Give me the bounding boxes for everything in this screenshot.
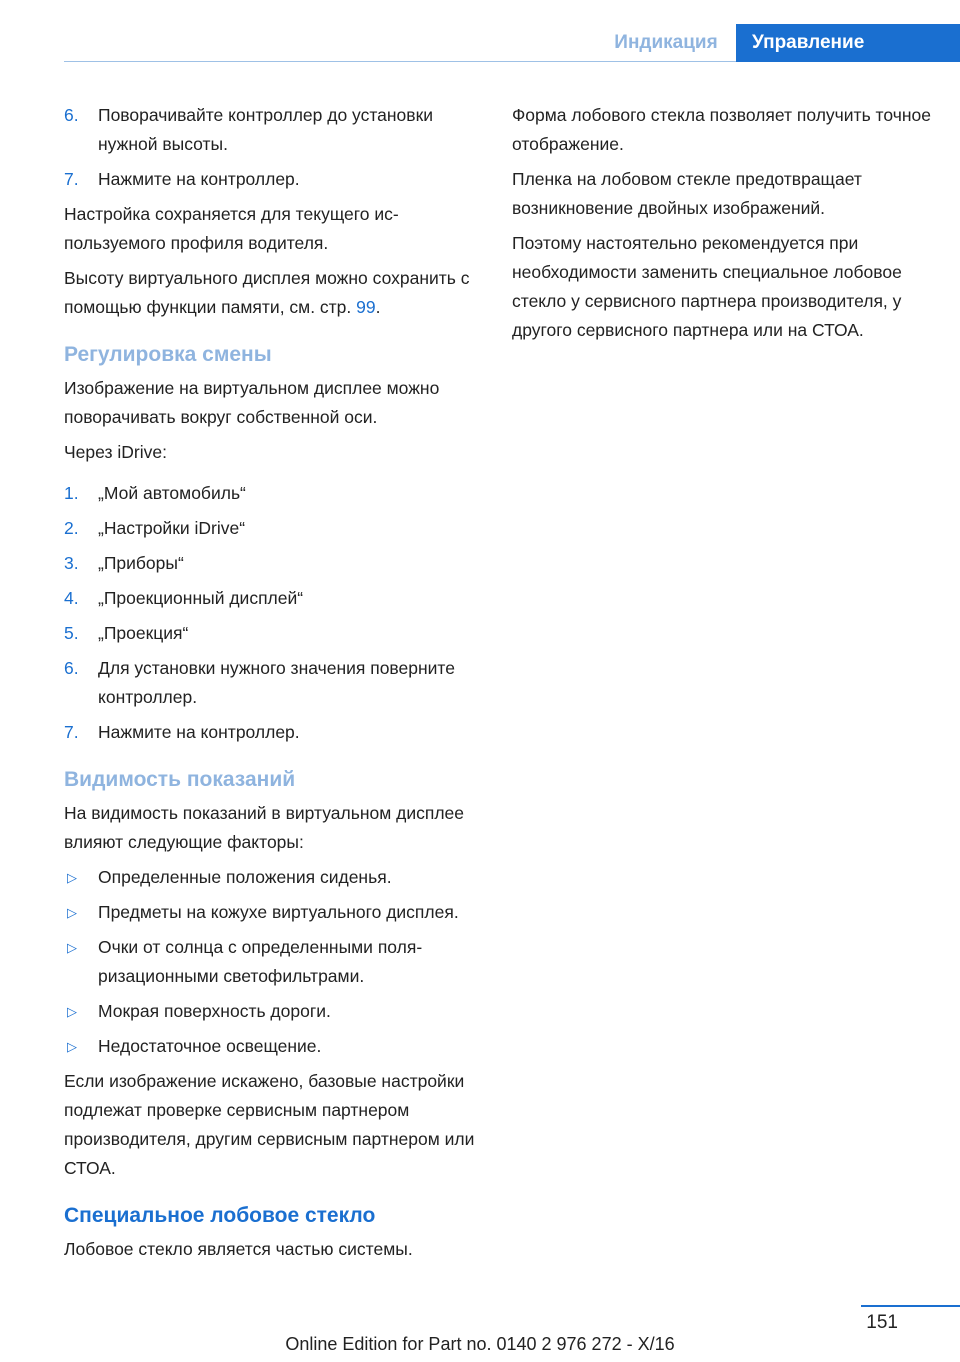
triangle-bullet-icon: ▷ (67, 940, 77, 955)
paragraph-text: Высоту виртуального дисплея можно сохранить с помощью функции памяти, см. стр. (64, 268, 470, 317)
list-text: „Проекция“ (98, 623, 189, 643)
list-text: Нажмите на контроллер. (98, 169, 300, 189)
footer-rule (861, 1305, 960, 1307)
list-text: Предметы на кожухе виртуального дисплея. (98, 902, 459, 922)
paragraph-end: . (375, 297, 381, 317)
factors-list (64, 863, 484, 1061)
list-number: 4. (64, 588, 79, 608)
page-link[interactable]: 99 (356, 297, 376, 317)
list-number: 3. (64, 553, 79, 573)
list-item (64, 514, 484, 543)
list-text: Нажмите на контроллер. (98, 722, 300, 742)
list-text: Поворачивайте контроллер до установки нужной высоты. (98, 105, 434, 154)
heading-visibility: Видимость показаний (64, 768, 296, 791)
list-text: Недостаточное освещение. (98, 1036, 322, 1056)
list-number: 6. (64, 105, 79, 125)
paragraph: Поэтому настоятельно рекомендуется при необходимости заменить специальное лобовое стекло у сервисного партнера производителя, у другого сервисного партнера или на СТОА. (512, 233, 902, 340)
list-item (64, 549, 484, 578)
triangle-bullet-icon: ▷ (67, 870, 77, 885)
page-number: 151 (866, 1312, 898, 1333)
list-item (64, 898, 484, 927)
list-item (64, 1032, 484, 1061)
list-item (64, 863, 484, 892)
paragraph-memory (64, 264, 484, 322)
paragraph: Настройка сохраняется для текущего используемого профиля водителя. (64, 204, 399, 253)
list-item (64, 584, 484, 613)
triangle-bullet-icon: ▷ (67, 1004, 77, 1019)
list-number: 7. (64, 169, 79, 189)
list-item (64, 997, 484, 1026)
heading-rotation: Регулировка смены (64, 343, 272, 366)
list-text: Определенные положения сиденья. (98, 867, 392, 887)
triangle-bullet-icon: ▷ (67, 1039, 77, 1054)
list-text: Мокрая поверхность дороги. (98, 1001, 331, 1021)
paragraph: Через iDrive: (64, 442, 167, 462)
list-item (64, 654, 484, 712)
list-item (64, 101, 484, 159)
footer-edition: Online Edition for Part no. 0140 2 976 272 - X/16 (285, 1334, 675, 1354)
paragraph: Форма лобового стекла позволяет получить точное отображение. (512, 105, 931, 154)
list-number: 6. (64, 658, 79, 678)
list-item (64, 933, 484, 991)
paragraph: На видимость показаний в виртуальном дисплее влияют следующие факторы: (64, 803, 465, 852)
right-column (512, 101, 932, 351)
list-number: 2. (64, 518, 79, 538)
header-tab-indication[interactable]: Индикация (614, 32, 718, 53)
paragraph: Пленка на лобовом стекле предотвращает возникновение двойных изображений. (512, 169, 862, 218)
list-item (64, 479, 484, 508)
list-item (64, 619, 484, 648)
list-text: „Мой автомобиль“ (98, 483, 246, 503)
list-item (64, 165, 484, 194)
list-text: Для установки нужного значения поверните контроллер. (98, 658, 455, 707)
list-number: 1. (64, 483, 79, 503)
idrive-list (64, 479, 484, 747)
heading-windshield: Специальное лобовое стекло (64, 1204, 376, 1227)
list-text: „Приборы“ (98, 553, 184, 573)
paragraph: Изображение на виртуальном дисплее можно поворачивать вокруг собственной оси. (64, 378, 440, 427)
list-text: „Настройки iDrive“ (98, 518, 246, 538)
list-number: 7. (64, 722, 79, 742)
left-column (64, 101, 484, 1270)
list-item (64, 718, 484, 747)
paragraph: Если изображение искажено, базовые настройки подлежат проверке сервисным партнером производителя, другим сервисным партнером или СТОА. (64, 1071, 475, 1178)
paragraph: Лобовое стекло является частью системы. (64, 1239, 413, 1259)
header-tab-control[interactable]: Управление (736, 24, 960, 62)
triangle-bullet-icon: ▷ (67, 905, 77, 920)
list-text: Очки от солнца с определенными поляризационными светофильтрами. (98, 937, 423, 986)
list-text: „Проекционный дисплей“ (98, 588, 304, 608)
list-number: 5. (64, 623, 79, 643)
